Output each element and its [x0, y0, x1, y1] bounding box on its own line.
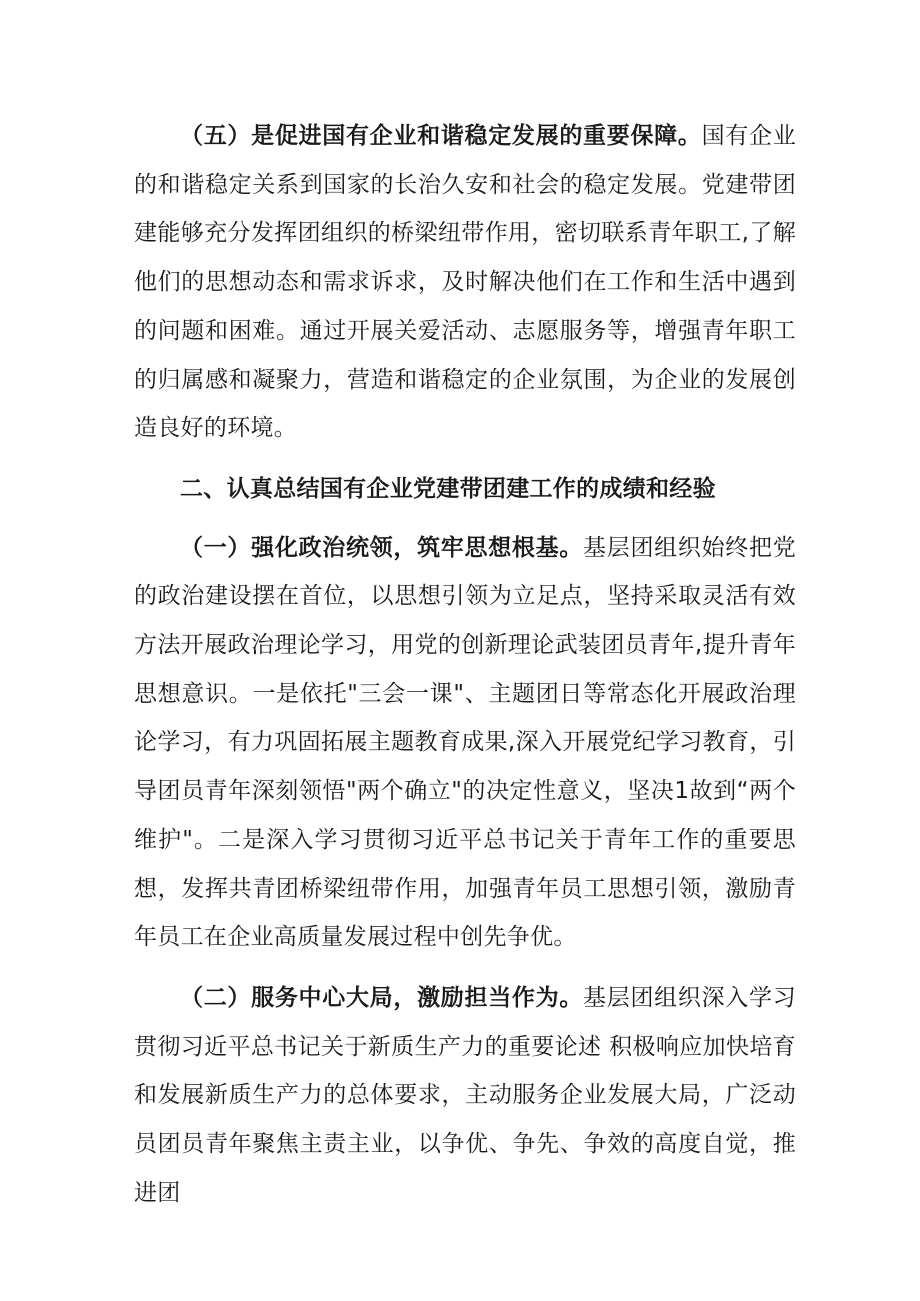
- paragraph-political-leadership: [134, 524, 796, 962]
- paragraph-body: 国有企业的和谐稳定关系到国家的长治久安和社会的稳定发展。党建带团建能够充分发挥团组织的桥梁纽带作用，密切联系青年职工,了解他们的思想动态和需求诉求，及时解决他们在工作和生活中遇到的问题和困难。通过开展关爱活动、志愿服务等，增强青年职工的归属感和凝聚力，营造和谐稳定的企业氛围，为企业的发展创造良好的环境。: [134, 123, 797, 442]
- paragraph-lead: （一）强化政治统领，筑牢思想根基。: [180, 534, 584, 561]
- section-heading: 二、认真总结国有企业党建带团建工作的成绩和经验: [180, 475, 716, 502]
- paragraph-lead: （二）服务中心大局，激励担当作为。: [180, 984, 584, 1011]
- paragraph-body: 基层团组织始终把党的政治建设摆在首位，以思想引领为立足点，坚持采取灵活有效方法开展政治理论学习，用党的创新理论武装团员青年,提升青年思想意识。一是依托"三会一课"、主题团日等常态化开展政治理论学习，有力巩固拓展主题教育成果,深入开展党纪学习教育，引导团员青年深刻领悟"两个确立"的决定性意义，坚决1故到“两个维护"。二是深入学习贯彻习近平总书记关于青年工作的重要思想，发挥共青团桥梁纽带作用，加强青年员工思想引领，激励青年员工在企业高质量发展过程中创先争优。: [134, 534, 796, 951]
- paragraph-serve-center: [134, 974, 796, 1218]
- paragraph-lead: （五）是促进国有企业和谐稳定发展的重要保障。: [180, 123, 702, 149]
- paragraph-body: 基层团组织深入学习贯彻习近平总书记关于新质生产力的重要论述 积极响应加快培育和发展新质生产力的总体要求，主动服务企业发展大局，广泛动员团员青年聚焦主责主业，以争优、争先、争效的高度自觉，推进团: [134, 984, 796, 1206]
- paragraph-guarantee: [134, 112, 796, 453]
